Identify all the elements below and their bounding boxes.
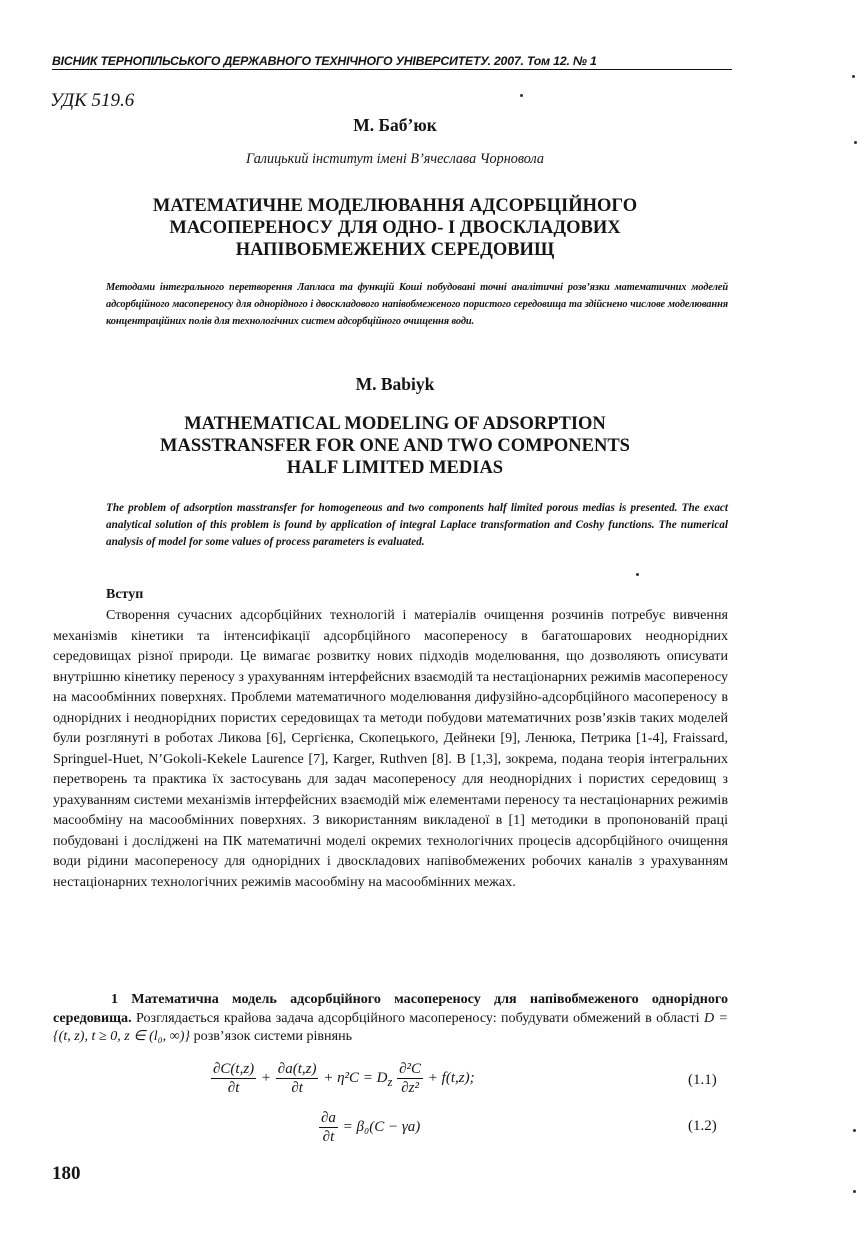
subscript: z xyxy=(387,1074,393,1089)
scan-speck xyxy=(853,1190,856,1193)
numerator: ∂a xyxy=(321,1110,336,1126)
section1-text: Розглядається крайова задача адсорбційного масопереносу: побудувати обмежений в області xyxy=(135,1009,700,1026)
title-ua-line: МАТЕМАТИЧНЕ МОДЕЛЮВАННЯ АДСОРБЦІЙНОГО xyxy=(152,196,638,216)
title-en-line: HALF LIMITED MEDIAS xyxy=(286,458,504,478)
denominator: ∂t xyxy=(227,1080,240,1096)
equation-tail: + f(t,z); xyxy=(427,1069,475,1086)
scan-speck xyxy=(852,75,855,78)
section-heading-intro: Вступ xyxy=(106,587,144,602)
fraction xyxy=(211,1060,256,1097)
fraction xyxy=(319,1109,338,1146)
abstract-ua: Методами інтегрального перетворення Лапласа та функцій Коші побудовані точні аналітичні розв’язки математичних моделей адсорбційного масопереносу для однорідного і двоскладового напівобмеженого пористого середовища та здійснено числове моделювання концентраційних полів для технологічних систем адсорбційного очищення води. xyxy=(106,282,728,327)
title-en xyxy=(55,413,735,479)
scan-speck xyxy=(854,141,857,144)
udc-code: УДК 519.6 xyxy=(50,90,135,111)
scan-speck xyxy=(636,573,639,576)
equation-number: (1.2) xyxy=(688,1118,717,1134)
numerator: ∂C(t,z) xyxy=(213,1061,255,1077)
scan-speck xyxy=(853,1129,856,1132)
equation-rhs: = β₀(C − γa) xyxy=(342,1118,421,1135)
title-ua-line: НАПІВОБМЕЖЕНИХ СЕРЕДОВИЩ xyxy=(235,240,555,260)
fraction xyxy=(397,1060,423,1097)
section1-heading: 1 Математична модель адсорбційного масопереносу для напівобмеженого однорідного середовища. xyxy=(53,991,728,1026)
fraction xyxy=(276,1060,319,1097)
title-en-line: MATHEMATICAL MODELING OF ADSORPTION xyxy=(184,414,606,434)
scan-speck xyxy=(520,94,523,97)
equation-number: (1.1) xyxy=(688,1072,717,1088)
equation-middle: + η²C = D xyxy=(323,1069,388,1086)
section1-paragraph xyxy=(53,990,728,1046)
title-ua-line: МАСОПЕРЕНОСУ ДЛЯ ОДНО- І ДВОСКЛАДОВИХ xyxy=(169,218,621,238)
author-ua: М. Баб’юк xyxy=(353,115,437,135)
numerator: ∂²C xyxy=(399,1061,422,1077)
denominator: ∂z² xyxy=(401,1080,419,1096)
denominator: ∂t xyxy=(322,1129,335,1145)
intro-paragraph: Створення сучасних адсорбційних технологій і матеріалів очищення розчинів потребує вивчення механізмів кінетики та інтенсифікації адсорбційного масопереносу в багатошарових неоднорідних середовищах різної природи. Це вимагає розвитку нових підходів моделювання, що дозволяють описувати внутрішню кінетику переносу з урахуванням інтерфейсних взаємодій та нестаціонарних режимів масопереносу на масообмінних поверхнях. Проблеми математичного моделювання дифузійно-адсорбційного масопереносу в однорідних і неоднорідних пористих середовищах та методи побудови математичних розв’язків таких моделей були розглянуті в роботах Ликова [6], Сергієнка, Скопецького, Дейнеки [9], Ленюка, Петрика [1-4], Fraissard, Springuel-Huet, N’Gokoli-Kekele Laurence [7], Karger, Ruthven [8]. В [1,3], зокрема, подана теорія інтегральних перетворень та практика їх застосувань для задач масопереносу для неоднорідних і пористих середовищ з урахуванням системи механізмів інтерфейсних взаємодій між елементами переносу та нестаціонарних режимів масообміну на масообмінних поверхнях. З використанням викладеної в [1] методики в пропонованій праці побудовані і досліджені на ПК математичні моделі окремих технологічних процесів адсорбційного очищення води рідини масопереносу для однорідних і двоскладових напівобмежених робочих каналів з урахуванням нестаціонарних технологічних режимів масообміну на масообмінних межах. xyxy=(53,607,728,890)
page-number: 180 xyxy=(52,1163,81,1184)
header-rule xyxy=(52,69,732,70)
title-en-line: MASSTRANSFER FOR ONE AND TWO COMPONENTS xyxy=(160,436,630,456)
equation-1-2 xyxy=(318,1109,420,1146)
author-en: M. Babiyk xyxy=(355,374,435,394)
title-ua xyxy=(55,195,735,261)
domain-expression: D = {(t, z), t ≥ 0, z ∈ (l₀, ∞)} xyxy=(53,1009,728,1044)
institute-ua: Галицький інститут імені В’ячеслава Чорновола xyxy=(245,151,544,167)
numerator: ∂a(t,z) xyxy=(277,1061,317,1077)
journal-header: ВІСНИК ТЕРНОПІЛЬСЬКОГО ДЕРЖАВНОГО ТЕХНІЧНОГО УНІВЕРСИТЕТУ. 2007. Том 12. № 1 xyxy=(52,54,597,68)
equation-1-1: $\frac{\partial C(t,z)}{\partial t}$ + $\frac{\partial a(t,z)}{\partial t}$ + $\eta^2C = D_z$ $\frac{\text{∂²C}}{\text{∂z²}}$ + f(t,z); xyxy=(213,1061,475,1096)
section1-tail: розв’язок системи рівнянь xyxy=(193,1028,353,1044)
denominator: ∂t xyxy=(291,1080,303,1096)
abstract-en: The problem of adsorption masstransfer for homogeneous and two components half limited porous medias is presented. The exact analytical solution of this problem is found by application of integral Laplace transformation and Coshy functions. The numerical analysis of model for some values of process parameters is evaluated. xyxy=(106,502,728,548)
